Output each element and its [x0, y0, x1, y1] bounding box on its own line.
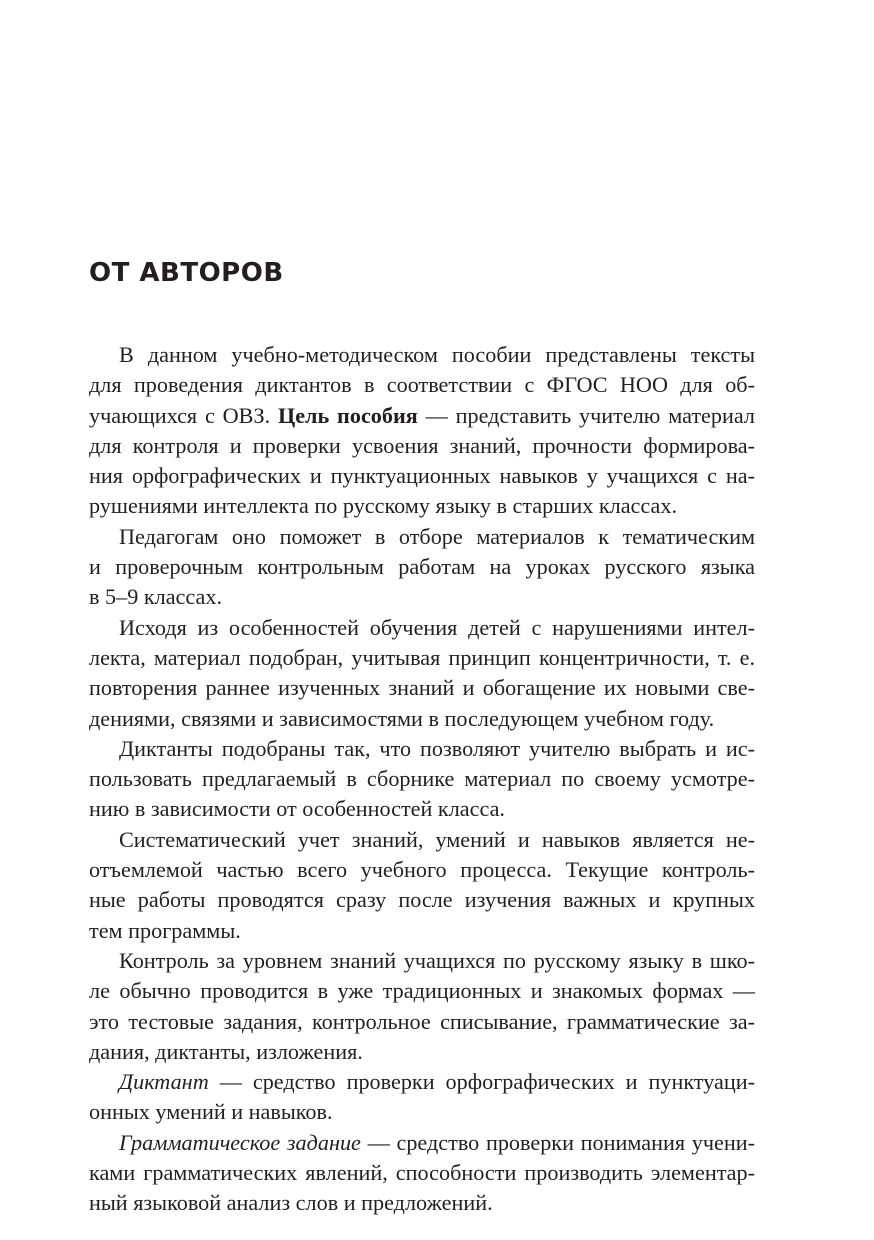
text-line: Систематический учет знаний, умений и навыков является не-: [119, 826, 755, 852]
text-line: ками грамматических явлений, способности производить элементар-: [89, 1160, 755, 1186]
text-line: для контроля и проверки усвоения знаний, прочности формирова-: [89, 432, 755, 458]
text-run: учающихся с ОВЗ.: [89, 402, 271, 428]
paragraph: [89, 734, 755, 825]
paragraph: [89, 825, 755, 946]
text-line: Диктанты подобраны так, что позволяют учителю выбрать и ис-: [119, 735, 755, 761]
text-line: повторения раннее изученных знаний и обогащение их новыми све-: [89, 675, 755, 701]
italic-term: Диктант: [119, 1069, 209, 1095]
paragraph: [89, 522, 755, 613]
text-line: для проведения диктантов в соответствии с ФГОС НОО для об-: [89, 372, 755, 398]
text-run: — средство проверки понимания учени-: [360, 1129, 755, 1155]
text-line: и проверочным контрольным работам на уроках русского языка: [89, 554, 755, 580]
text-line: тем программы.: [89, 917, 241, 943]
text-line: в 5–9 классах.: [89, 584, 223, 610]
text-line: лекта, материал подобран, учитывая принцип концентричности, т. е.: [89, 644, 755, 670]
text-line: пользовать предлагаемый в сборнике материал по своему усмотре-: [89, 766, 755, 792]
paragraph: [89, 340, 755, 522]
text-line: ные работы проводятся сразу после изучения важных и крупных: [89, 887, 755, 913]
bold-term: Цель пособия: [277, 402, 418, 428]
paragraph: [89, 946, 755, 1067]
text-line: рушениями интеллекта по русскому языку в старших классах.: [89, 493, 678, 519]
text-line: дениями, связями и зависимостями в последующем учебном году.: [89, 705, 715, 731]
text-line: Исходя из особенностей обучения детей с нарушениями интел-: [119, 614, 755, 640]
paragraph: [89, 613, 755, 734]
body-text: [89, 340, 755, 1219]
text-line: дания, диктанты, изложения.: [89, 1038, 363, 1064]
text-line: нию в зависимости от особенностей класса.: [89, 796, 505, 822]
text-line: [89, 401, 755, 431]
text-line: [89, 1067, 755, 1097]
text-line: ный языковой анализ слов и предложений.: [89, 1190, 493, 1216]
paragraph: [89, 1067, 755, 1128]
text-line: ле обычно проводится в уже традиционных и знакомых формах —: [89, 978, 755, 1004]
paragraph: [89, 1128, 755, 1219]
text-line: [89, 1128, 755, 1158]
text-line: отъемлемой частью всего учебного процесса. Текущие контроль-: [89, 857, 755, 883]
text-run: — средство проверки орфографических и пунктуаци-: [208, 1069, 755, 1095]
text-line: Педагогам оно поможет в отборе материалов к тематическим: [119, 523, 755, 549]
text-line: ния орфографических и пунктуационных навыков у учащихся с на-: [89, 463, 755, 489]
text-line: В данном учебно-методическом пособии представлены тексты: [119, 342, 755, 367]
text-line: Контроль за уровнем знаний учащихся по русскому языку в шко-: [119, 947, 755, 973]
text-line: это тестовые задания, контрольное списывание, грамматические за-: [89, 1008, 755, 1034]
text-run: — представить учителю материал: [417, 402, 755, 428]
italic-term: Грамматическое задание: [119, 1129, 361, 1155]
page-title: ОТ АВТОРОВ: [89, 258, 284, 288]
text-line: онных умений и навыков.: [89, 1099, 333, 1125]
